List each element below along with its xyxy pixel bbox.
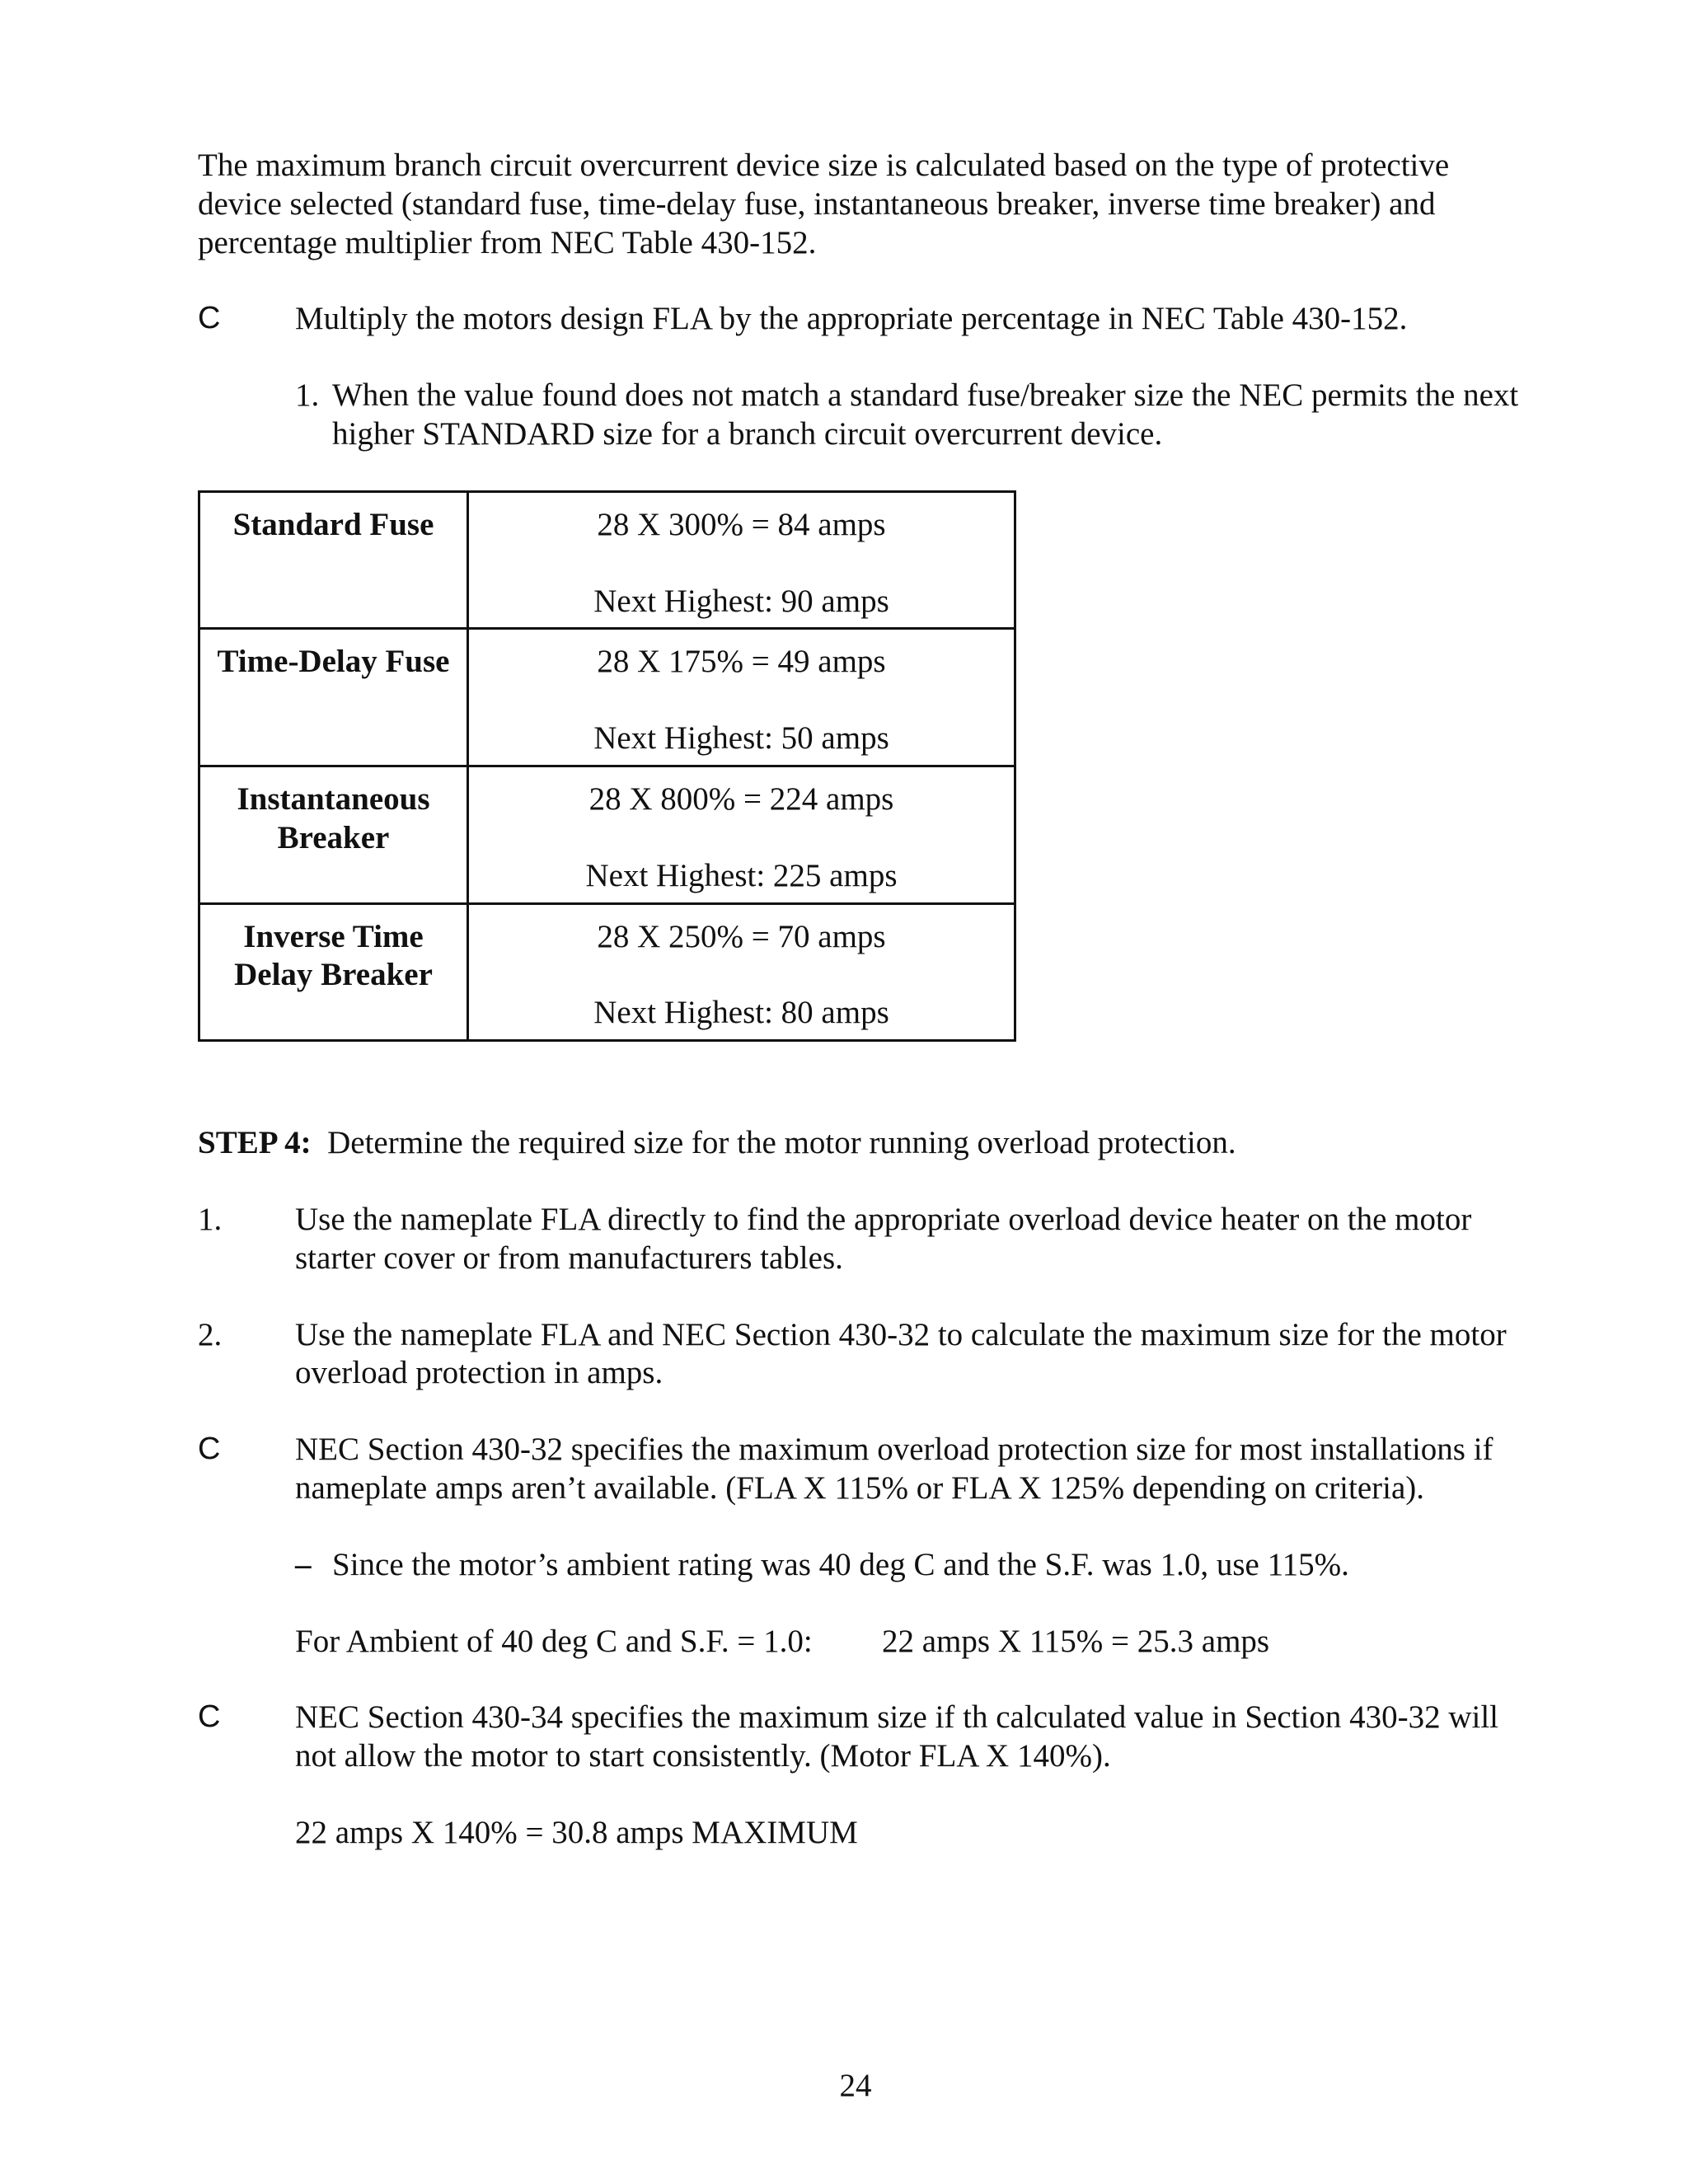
step-text: Determine the required size for the motor running overload protection. [327, 1125, 1236, 1161]
bullet-marker: C [198, 1432, 221, 1467]
formula-label: For Ambient of 40 deg C and S.F. = 1.0: [295, 1623, 813, 1659]
step-4-heading [198, 1124, 1533, 1163]
dash-text: Since the motor’s ambient rating was 40 deg C and the S.F. was 1.0, use 115%. [332, 1546, 1349, 1582]
list-item-number: 2. [198, 1316, 223, 1352]
sub-item-1 [295, 377, 1533, 454]
next-highest-line: Next Highest: 80 amps [593, 995, 889, 1031]
sub-item-number: 1. [295, 377, 320, 414]
calc-line: 28 X 800% = 224 amps [588, 780, 894, 817]
table-row [199, 766, 1015, 903]
list-item-text: Use the nameplate FLA directly to find the appropriate overload device heater on the motor starter cover or from manufacturers tables. [295, 1201, 1472, 1276]
page-number: 24 [839, 2068, 872, 2103]
calc-cell [468, 766, 1015, 903]
next-highest-line: Next Highest: 50 amps [593, 720, 889, 757]
device-type-cell: Inverse Time Delay Breaker [199, 903, 468, 1041]
calc-line: 28 X 300% = 84 amps [597, 506, 886, 542]
bullet-text: NEC Section 430-32 specifies the maximum overload protection size for most installations if nameplate amps aren’t available. (FLA X 115% or FLA X 125% depending on criteria). [295, 1432, 1493, 1506]
ambient-formula [295, 1623, 1533, 1661]
list-item [198, 1201, 1533, 1278]
list-item [198, 1316, 1533, 1394]
table-row [199, 903, 1015, 1041]
device-type-cell: Instantaneous Breaker [199, 766, 468, 903]
step-label: STEP 4: [198, 1125, 312, 1161]
calc-cell [468, 491, 1015, 629]
list-item-number: 1. [198, 1201, 223, 1237]
calc-cell [468, 903, 1015, 1041]
next-highest-line: Next Highest: 225 amps [585, 857, 898, 893]
table-row [199, 629, 1015, 766]
device-type-cell: Time-Delay Fuse [199, 629, 468, 766]
intro-paragraph: The maximum branch circuit overcurrent device size is calculated based on the type of protective device selected (standard fuse, time-delay fuse, instantaneous breaker, inverse time breaker) and percentage multiplier from NEC Table 430-152. [198, 148, 1450, 260]
formula-value: 22 amps X 115% = 25.3 amps [882, 1623, 1270, 1659]
bullet-multiply [198, 300, 1533, 339]
dash-item [295, 1546, 1533, 1585]
sub-item-text: When the value found does not match a standard fuse/breaker size the NEC permits the next higher STANDARD size for a branch circuit overcurrent device. [332, 377, 1519, 452]
bullet-marker: C [198, 301, 221, 336]
calc-cell [468, 629, 1015, 766]
list-item-text: Use the nameplate FLA and NEC Section 430-32 to calculate the maximum size for the motor overload protection in amps. [295, 1316, 1507, 1391]
bullet-marker: C [198, 1699, 221, 1735]
dash-marker: – [295, 1546, 312, 1582]
calc-line: 28 X 175% = 49 amps [597, 644, 886, 680]
document-page [198, 147, 1533, 1853]
bullet-text: Multiply the motors design FLA by the appropriate percentage in NEC Table 430-152. [295, 301, 1408, 337]
device-type-cell: Standard Fuse [199, 491, 468, 629]
bullet-nec-430-34 [198, 1699, 1533, 1776]
calc-line: 28 X 250% = 70 amps [597, 918, 886, 954]
maximum-calculation: 22 amps X 140% = 30.8 amps MAXIMUM [295, 1814, 858, 1850]
bullet-nec-430-32 [198, 1431, 1533, 1508]
bullet-text: NEC Section 430-34 specifies the maximum size if th calculated value in Section 430-32 will not allow the motor to start consistently. (Motor FLA X 140%). [295, 1699, 1498, 1774]
table-row [199, 491, 1015, 629]
overcurrent-device-table [198, 490, 1016, 1042]
next-highest-line: Next Highest: 90 amps [593, 583, 889, 619]
